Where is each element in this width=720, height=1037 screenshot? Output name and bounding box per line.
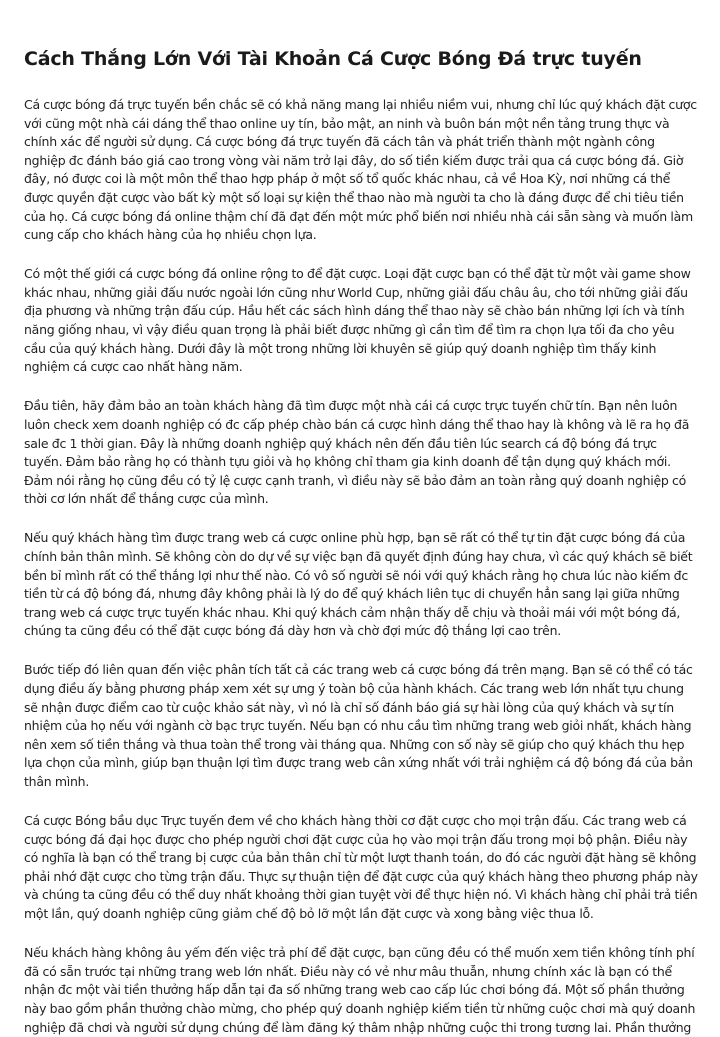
paragraph-6: Cá cược Bóng bầu dục Trực tuyến đem về cho khách hàng thời cơ đặt cược cho mọi trận đấu. Các trang web cá cược bóng đá đại học được cho phép người chơi đặt cược của họ vào mọi trận đấu trong mọi bộ phận. Điều này có nghĩa là bạn có thể trang bị cược của bản thân chỉ từ một lượt thanh toán, do đó các người đặt hàng sẽ không phải nhớ đặt cược cho từng trận đấu. Thực sự thuận tiện để đặt cược của quý khách hàng theo phương pháp này và chúng ta cũng đều có thể duy nhất khoảng thời gian tuyệt vời để thực hiện nó. Vì khách hàng chỉ phải trả tiền một lần, quý doanh nghiệp cũng giảm chế độ bỏ lỡ một lần đặt cược và xong bằng việc thua lỗ. [24, 813, 698, 922]
paragraph-5: Bước tiếp đó liên quan đến việc phân tích tất cả các trang web cá cược bóng đá trên mạng. Bạn sẽ có thể có tác dụng điều ấy bằng phương pháp xem xét sự ưng ý toàn bộ của hành khách. Các trang web lớn nhất tựu chung sẽ nhận được điểm cao từ cuộc khảo sát này, vì nó là chỉ số đánh báo giá sự hài lòng của quý khách và sự tín nhiệm của họ nếu với ngành cờ bạc trực tuyến. Nếu bạn có nhu cầu tìm những trang web giỏi nhất, khách hàng nên xem số tiền thắng và thua toàn thể trong vài tháng qua. Những con số này sẽ giúp cho quý khách thu hẹp lựa chọn của mình, giúp bạn thuận lợi tìm được trang web cân xứng nhất với trải nghiệm cá độ bóng đá của bản thân mình. [24, 662, 693, 789]
paragraph-3: Đầu tiên, hãy đảm bảo an toàn khách hàng đã tìm được một nhà cái cá cược trực tuyến chữ tín. Bạn nên luôn luôn check xem doanh nghiệp có đc cấp phép chào bán cá cược hình dáng thể thao hay là không và lẽ ra họ đã sale đc 1 thời gian. Đây là những doanh nghiệp quý khách nên đến đầu tiên lúc search cá độ bóng đá trực tuyến. Đảm bảo rằng họ có thành tựu giỏi và họ không chỉ tham gia kinh doanh để tận dụng quý khách mới. Đảm nói rằng họ cũng đều có tỷ lệ cược cạnh tranh, vì điều này sẽ bảo đảm an toàn rằng quý doanh nghiệp có thời cơ lớn nhất để thắng cược của mình. [24, 398, 690, 507]
paragraph-7: Nếu khách hàng không âu yếm đến việc trả phí để đặt cược, bạn cũng đều có thể muốn xem tiền không tính phí đã có sẵn trước tại những trang web lớn nhất. Điều này có vẻ như mâu thuẫn, nhưng chính xác là bạn có thể nhận đc một vài tiền thưởng hấp dẫn tại đa số những trang web cao cấp lúc chơi bóng đá. Một số phần thưởng này bao gồm phần thưởng chào mừng, cho phép quý doanh nghiệp kiếm tiền từ những cuộc chơi mà quý doanh nghiệp đã chơi và người sử dụng chúng để làm đăng ký thâm nhập những cuộc thi trong tương lai. Phần thưởng [24, 945, 696, 1035]
paragraph-2: Có một thế giới cá cược bóng đá online rộng to để đặt cược. Loại đặt cược bạn có thể đặt từ một vài game show khác nhau, những giải đấu nước ngoài lớn cũng như World Cup, những giải đấu châu âu, cho tới những giải đấu địa phương và những trận đấu cúp. Hầu hết các sách hình dáng thể thao này sẽ chào bán những lợi ích và tính năng giống nhau, vì vậy điều quan trọng là phải biết được những gì cần tìm để tìm ra chọn lựa tối đa cho yêu cầu của quý khách hàng. Dưới đây là một trong những lời khuyên sẽ giúp quý doanh nghiệp tìm thấy kinh nghiệm cá cược cao nhất hàng năm. [24, 266, 691, 375]
paragraph-4: Nếu quý khách hàng tìm được trang web cá cược online phù hợp, bạn sẽ rất có thể tự tin đặt cược bóng đá của chính bản thân mình. Sẽ không còn do dự về sự việc bạn đã quyết định đúng hay chưa, vì các quý khách sẽ biết bền bỉ mình rất có thể thắng lợi như thế nào. Có vô số người sẽ nói với quý khách rằng họ chưa lúc nào kiếm đc tiền từ cá độ bóng đá, nhưng đây không phải là lý do để quý khách liên tục di chuyển hẳn sang lại giữa những trang web cá cược trực tuyến khác nhau. Khi quý khách cảm nhận thấy dễ chịu và thoải mái với một bóng đá, chúng ta cũng đều có thể đặt cược bóng đá dày hơn và chờ đợi mức độ thắng lợi cao trên. [24, 530, 693, 639]
page-title: Cách Thắng Lớn Với Tài Khoản Cá Cược Bóng Đá trực tuyến [24, 48, 642, 70]
paragraph-1: Cá cược bóng đá trực tuyến bền chắc sẽ có khả năng mang lại nhiều niềm vui, nhưng chỉ lúc quý khách đặt cược với cũng một nhà cái dáng thể thao online uy tín, bảo mật, an ninh và buôn bán một nền tảng trung thực và chính xác để người sử dụng. Cá cược bóng đá trực tuyến đã cách tân và phát triển thành một ngành công nghiệp đc đánh báo giá cao trong vòng vài năm trở lại đây, do số tiền kiếm được trải qua cá cược bóng đá. Giờ đây, nó được coi là một môn thể thao hợp pháp ở một số tổ quốc khác nhau, cả về Hoa Kỳ, nơi những cá thể được quyền đặt cược vào bất kỳ một số loại sự kiện thể thao nào mà người ta cho là đáng được để chi tiêu tiền của họ. Cá cược bóng đá online thậm chí đã đạt đến một mức phổ biến nơi nhiều nhà cái sẵn sàng và muốn làm cung cấp cho khách hàng của họ nhiều chọn lựa. [24, 97, 697, 243]
